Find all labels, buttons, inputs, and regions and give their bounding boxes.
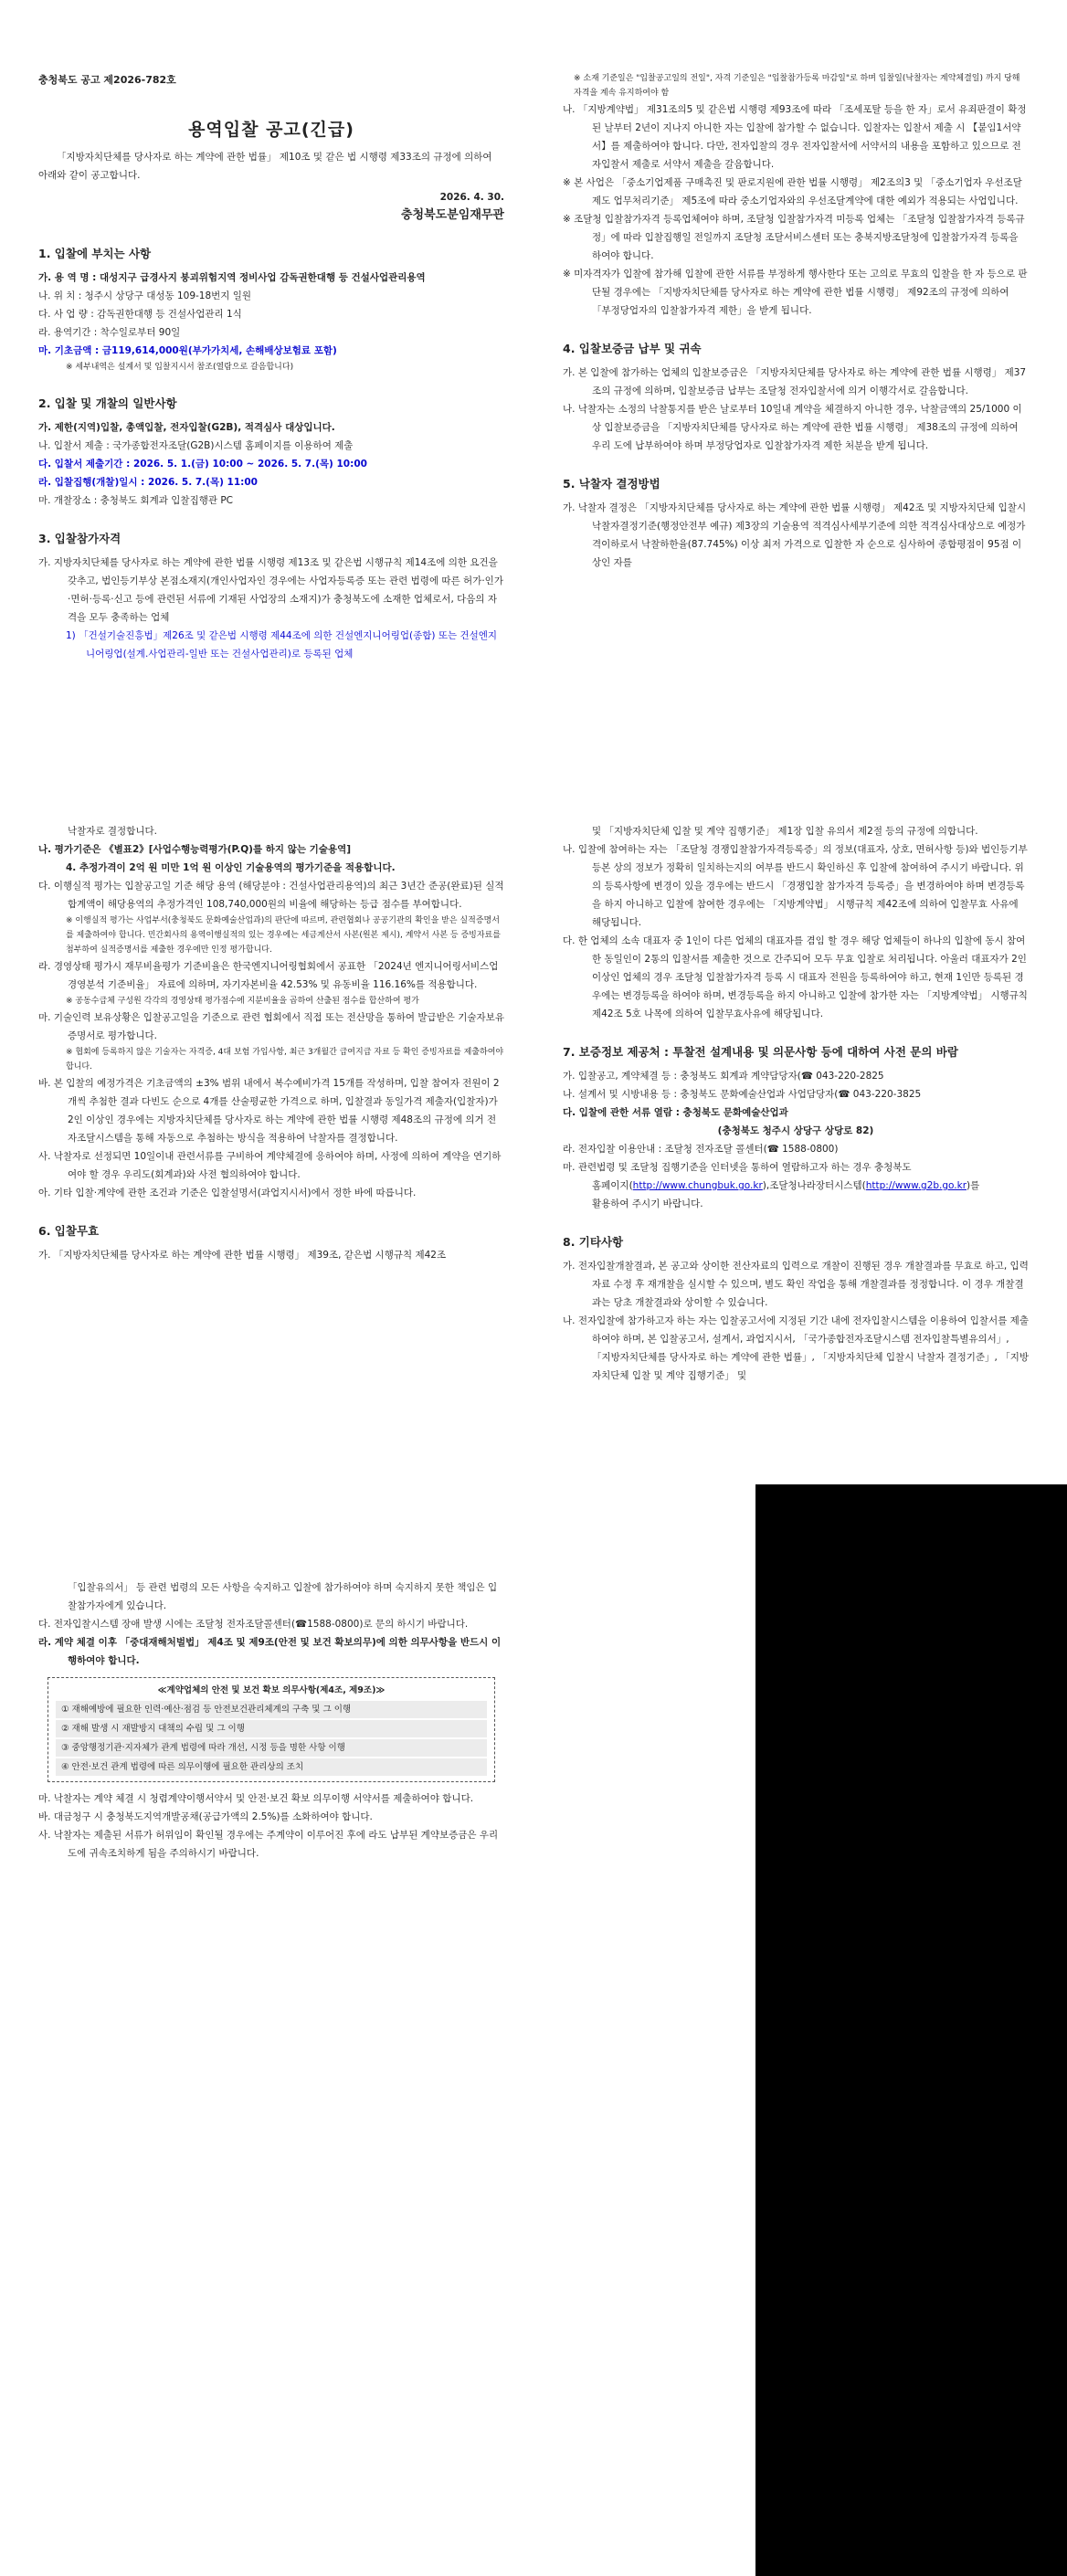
- s6-invalid-bid: 가. 「지방자치단체를 당사자로 하는 계약에 관한 법률 시행령」 제39조, 같은법 시행규칙 제42조: [38, 1250, 447, 1261]
- s5-financial: 라. 경영상태 평가시 재무비율평가 기준비율은 한국엔지니어링협회에서 공표한 「2024년 엔지니어링서비스업 경영분석 기준비율」 자료에 의하며, 자기자본비율 42.53% 및 유동비율 116.16%를 적용합니다.: [38, 961, 499, 990]
- s8-bond: 바. 대금청구 시 충청북도지역개발공채(공급가액의 2.5%)를 소화하여야 합니다.: [38, 1811, 373, 1822]
- page-title: 용역입찰 공고(긴급): [188, 120, 354, 140]
- s8-safety-duty: 라. 계약 체결 이후 「중대재해처벌법」 제4조 및 제9조(안전 및 보건 확보의무)에 의한 의무사항을 반드시 이행하여야 합니다.: [38, 1637, 502, 1666]
- s5-contract-deadline: 사. 낙찰자로 선정되면 10일이내 관련서류를 구비하여 계약체결에 응하여야 하며, 사정에 의하여 계약을 연기하여야 할 경우 우리도(회계과)와 사전 협의하여야 합니다.: [38, 1151, 502, 1180]
- s5-performance: 다. 이행실적 평가는 입찰공고일 기준 해당 용역 (해당분야 : 건설사업관리용역)의 최근 3년간 준공(완료)된 실적합계액이 해당용역의 추정가격인 108,740,000원의 비율에 해당하는 등급 점수를 부여합니다.: [38, 881, 504, 910]
- page2-left-column: [38, 822, 504, 1264]
- s2-opening-datetime: 라. 입찰집행(개찰)일시 : 2026. 5. 7.(목) 11:00: [38, 477, 258, 488]
- s5-decision-cont: 낙찰자로 결정합니다.: [68, 826, 157, 837]
- page1-right-column: [563, 71, 1029, 572]
- s7-document-view: 다. 입찰에 관한 서류 열람 : 충청북도 문화예술산업과: [563, 1107, 788, 1118]
- s2-bid-type: 가. 제한(지역)입찰, 총액입찰, 전자입찰(G2B), 적격심사 대상입니다.: [38, 422, 335, 433]
- notice-number: 충청북도 공고 제2026-782호: [38, 74, 176, 86]
- s5-technicians-note: ※ 협회에 등록하지 않은 기술자는 자격증, 4대 보험 가입사항, 최근 3개월간 급여지급 자료 등 확인 증빙자료를 제출하여야 합니다.: [66, 1048, 504, 1072]
- page3-left-column: [38, 1578, 504, 1863]
- intro-text: 「지방자치단체를 당사자로 하는 계약에 관한 법률」 제10조 및 같은 법 시행령 제33조의 규정에 의하여 아래와 같이 공고합니다.: [38, 152, 492, 181]
- black-redaction-block: [755, 1484, 1067, 1672]
- s3-registration-note: ※ 조달청 입찰참가자격 등록업체여야 하며, 조달청 입찰참가자격 미등록 업체는 「조달청 입찰참가자격 등록규정」에 따라 입찰집행일 전일까지 조달청 조달서비스센터 또는 충북지방조달청에 입찰참가자격 등록을 하여야 합니다.: [563, 214, 1025, 261]
- s2-opening-place: 마. 개찰장소 : 충청북도 회계과 입찰집행관 PC: [38, 495, 233, 506]
- s7-address: (충청북도 청주시 상당구 상당로 82): [717, 1125, 874, 1136]
- s5-other-conditions: 아. 기타 입찰·계약에 관한 조건과 기준은 입찰설명서(과업지시서)에서 정한 바에 따릅니다.: [38, 1188, 417, 1198]
- s8-bid-submission: 나. 전자입찰에 참가하고자 하는 자는 입찰공고서에 지정된 기간 내에 전자입찰시스템을 이용하여 입찰서를 제출하여야 하며, 본 입찰공고서, 설계서, 과업지시서, 「국가종합전자조달시스템 전자입찰특별유의서」, 「지방자치단체를 당사자로 하는 계약에 관한 법률」, 「지방자치단체 입찰시 낙찰자 결정기준」, 「지방자치단체 입찰 및 계약 집행기준」 및: [563, 1315, 1029, 1381]
- s7-e-bid-guide: 라. 전자입찰 이용안내 : 조달청 전자조달 콜센터(☎ 1588-0800): [563, 1144, 839, 1155]
- s2-submission: 나. 입찰서 제출 : 국가종합전자조달(G2B)시스템 홈페이지를 이용하여 제출: [38, 440, 354, 451]
- s8-bid-submission-cont: 「입찰유의서」 등 관련 법령의 모든 사항을 숙지하고 입찰에 참가하여야 하며 숙지하지 못한 책임은 입찰참가자에게 있습니다.: [68, 1582, 498, 1611]
- s5-estimated-price: 바. 본 입찰의 예정가격은 기초금액의 ±3% 범위 내에서 복수예비가격 15개를 작성하며, 입찰 참여자 전원이 2개씩 추첨한 결과 다빈도 순으로 4개를 산술평균한 가격으로 하며, 입찰결과 동일가격 제출자(입찰자)가 2인 이상인 경우에는 지방자치단체를 당사자로 하는 계약에 관한 법률 시행령 제48조의 규정에 의거 전자조달시스템을 통해 자동으로 추첨하는 방식을 적용하여 낙찰자를 결정합니다.: [38, 1078, 500, 1144]
- s3-sme-note: ※ 본 사업은 「중소기업제품 구매촉진 및 판로지원에 관한 법률 시행령」 제2조의3 및 「중소기업자 우선조달제도 업무처리기준」 제5조에 따라 중소기업자와의 우선조달계약에 대한 예외가 적용되는 사업입니다.: [563, 177, 1022, 206]
- s4-forfeit: 나. 낙찰자는 소정의 낙찰통지를 받은 날로부터 10일내 계약을 체결하지 아니한 경우, 낙찰금액의 25/1000 이상 입찰보증금을 「지방자치단체를 당사자로 하는 계약에 관한 법률 시행령」 제38조의 규정에 의하여 우리 도에 납부하여야 하며 부정당업자로 입찰참가자격 제한 처분을 받게 됩니다.: [563, 404, 1022, 451]
- safety-duty-item: ① 재해예방에 필요한 인력·예산·점검 등 안전보건관리체계의 구축 및 그 이행: [56, 1701, 487, 1718]
- section-3-title: 3. 입찰참가자격: [38, 532, 121, 545]
- s7-design-contact: 나. 설계서 및 시방내용 등 : 충청북도 문화예술산업과 사업담당자(☎ 043-220-3825: [563, 1089, 922, 1100]
- notice-date: 2026. 4. 30.: [439, 192, 504, 203]
- s8-pledge: 마. 낙찰자는 계약 체결 시 청렴계약이행서약서 및 안전·보건 확보 의무이행 서약서를 제출하여야 합니다.: [38, 1793, 474, 1804]
- s6-registration-match: 나. 입찰에 참여하는 자는 「조달청 경쟁입찰참가자격등록증」의 정보(대표자, 상호, 면허사항 등)와 법인등기부등본 상의 정보가 정확히 일치하는지의 여부를 반드시 확인하신 후 입찰에 참여하여 주시기 바랍니다. 위의 등록사항에 변경이 있을 경우에는 반드시 「경쟁입찰 참가자격 등록증」을 변경하여야 하며 변경등록을 하지 아니하고 입찰에 참여한 경우에는 「지방계약법」 시행규칙 제42조에 의하여 입찰무효 사유에 해당됩니다.: [563, 844, 1028, 928]
- section-5-title: 5. 낙찰자 결정방법: [563, 477, 660, 491]
- g2b-link[interactable]: http://www.g2b.go.kr: [865, 1180, 967, 1191]
- s6-invalid-bid-cont: 및 「지방자치단체 입찰 및 계약 집행기준」 제1장 입찰 유의서 제2절 등의 규정에 의합니다.: [592, 826, 978, 837]
- section-7-title: 7. 보증정보 제공처 : 투찰전 설계내용 및 의문사항 등에 대하여 사전 문의 바람: [563, 1045, 958, 1059]
- section-4-title: 4. 입찰보증금 납부 및 귀속: [563, 342, 702, 355]
- s1-volume: 다. 사 업 량 : 감독권한대행 등 건설사업관리 1식: [38, 309, 242, 320]
- s7-links-line: 홈페이지(http://www.chungbuk.go.kr),조달청나라장터시스템(http://www.g2b.go.kr)를: [592, 1180, 980, 1191]
- s1-period: 라. 용역기간 : 착수일로부터 90일: [38, 327, 181, 338]
- section-1-title: 1. 입찰에 부치는 사항: [38, 247, 152, 260]
- s1-service-name: 가. 용 역 명 : 대성지구 급경사지 붕괴위험지역 정비사업 감독권한대행 등 건설사업관리용역: [38, 272, 426, 283]
- page1-left-column: [38, 71, 504, 663]
- s5-performance-note: ※ 이행실적 평가는 사업부서(충청북도 문화예술산업과)의 판단에 따르며, 관련협회나 공공기관의 확인을 받은 실적증명서를 제출하여야 합니다. 민간회사의 용역이행실적의 있는 경우에는 세금계산서 사본(원본 제시), 계약서 사본 등 증빙자료를 첨부하여 실적증명서를 제출한 경우에만 인정 평가합니다.: [66, 916, 501, 955]
- s5-technicians: 마. 기술인력 보유상황은 입찰공고일을 기준으로 관련 협회에서 직접 또는 전산망을 통하여 발급받은 기술자보유증명서로 평가합니다.: [38, 1012, 504, 1041]
- s2-submission-period: 다. 입찰서 제출기간 : 2026. 5. 1.(금) 10:00 ~ 2026. 5. 7.(목) 10:00: [38, 459, 367, 470]
- s6-dual-representative: 다. 한 업체의 소속 대표자 중 1인이 다른 업체의 대표자를 겸임 할 경우 해당 업체들이 하나의 입찰에 동시 참여한 동일인이 2통의 입찰서를 제출한 것으로 간주되어 모두 무효 입찰로 처리됩니다. 아울러 대표자가 2인 이상인 업체의 경우 조달청 입찰참가자격 등록 시 대표자 전원을 등록하여야 하고, 현재 1인만 등록된 경우에는 변경등록을 하여야 하며, 변경등록을 하지 아니하고 입찰에 참가한 자는 「지방계약법」 시행규칙 제42조 5호 나목에 의하여 입찰무효사유에 해당됩니다.: [563, 935, 1028, 1019]
- safety-duty-item: ② 재해 발생 시 재발방지 대책의 수립 및 그 이행: [56, 1720, 487, 1737]
- safety-duties-title: ≪계약업체의 안전 및 보건 확보 의무사항(제4조, 제9조)≫: [56, 1682, 487, 1699]
- page2-right-column: [563, 822, 1029, 1385]
- chungbuk-homepage-link[interactable]: http://www.chungbuk.go.kr: [632, 1180, 763, 1191]
- s8-reopening: 가. 전자입찰개찰결과, 본 공고와 상이한 전산자료의 입력으로 개찰이 진행된 경우 개찰결과를 무효로 하고, 입력 자료 수정 후 재개찰을 실시할 수 있으며, 별도 확인 작업을 통해 개찰결과를 정정합니다. 이 경우 개찰결과는 당초 개찰결과와 상이할 수 있습니다.: [563, 1261, 1029, 1308]
- s1-location: 나. 위 치 : 청주시 상당구 대성동 109-18번지 일원: [38, 290, 252, 301]
- section-6-title: 6. 입찰무효: [38, 1224, 100, 1238]
- s3-base-date-note: ※ 소재 기준일은 "입찰공고일의 전일", 자격 기준일은 "입찰참가등록 마감일"로 하며 입찰일(낙찰자는 계약체결일) 까지 당해 자격을 계속 유지하여야 함: [574, 74, 1020, 98]
- s8-system-outage: 다. 전자입찰시스템 장애 발생 시에는 조달청 전자조달콜센터(☎1588-0800)로 문의 하시기 바랍니다.: [38, 1619, 469, 1630]
- s1-note: ※ 세부내역은 설계서 및 입찰지시서 참조(열람으로 갈음합니다): [66, 363, 294, 372]
- agency-name: 충청북도분임재무관: [400, 208, 504, 222]
- s8-false-docs: 사. 낙찰자는 제출된 서류가 허위임이 확인될 경우에는 주계약이 이루어진 후에 라도 납부된 계약보증금은 우리 도에 귀속조치하게 됨을 주의하시기 바랍니다.: [38, 1830, 499, 1859]
- s3-qualification: 가. 지방자치단체를 당사자로 하는 계약에 관한 법률 시행령 제13조 및 같은법 시행규칙 제14조에 의한 요건을 갖추고, 법인등기부상 본점소재지(개인사업자인 경우에는 사업자등록증 또는 관련 법령에 따른 허가·인가·면허·등록·신고 등에 관련된 서류에 기재된 사업장의 소재지)가 충청북도에 소재한 업체로서, 다음의 자격을 모두 충족하는 업체: [38, 557, 503, 623]
- s5-criteria: 나. 평가기준은 《별표2》[사업수행능력평가(P.Q)를 하지 않는 기술용역]: [38, 844, 352, 855]
- s5-criteria-detail: 4. 추정가격이 2억 원 미만 1억 원 이상인 기술용역의 평가기준을 적용합니다.: [66, 862, 396, 873]
- safety-duty-item: ④ 안전·보건 관계 법령에 따른 의무이행에 필요한 관리상의 조치: [56, 1758, 487, 1776]
- safety-duties-box: [48, 1677, 495, 1782]
- section-8-title: 8. 기타사항: [563, 1235, 624, 1249]
- safety-duty-item: ③ 중앙행정기관·지자체가 관계 법령에 따라 개선, 시정 등을 명한 사항 이행: [56, 1739, 487, 1757]
- black-redaction-block-lower: [755, 1672, 1067, 2576]
- s3-tax-evasion: 나. 「지방계약법」 제31조의5 및 같은법 시행령 제93조에 따라 「조세포탈 등을 한 자」로서 유죄판결이 확정된 날부터 2년이 지나지 아니한 자는 입찰에 참가할 수 없습니다. 입찰자는 입찰서 제출 시 【붙임1서약서】를 제출하여야 합니다. 다만, 전자입찰의 경우 전자입찰서에 서약서의 내용을 포함하고 있으므로 전자입찰서 제출로 서약서 제출을 갈음합니다.: [563, 104, 1027, 170]
- s1-base-amount: 마. 기초금액 : 금119,614,000원(부가가치세, 손해배상보험료 포함): [38, 345, 337, 356]
- s7-contract-contact: 가. 입찰공고, 계약체결 등 : 충청북도 회계과 계약담당자(☎ 043-220-2825: [563, 1071, 884, 1082]
- section-2-title: 2. 입찰 및 개찰의 일반사항: [38, 396, 177, 410]
- s7-laws-online: 마. 관련법령 및 조달청 집행기준을 인터넷을 통하여 열람하고자 하는 경우 충청북도: [563, 1162, 912, 1173]
- s4-deposit: 가. 본 입찰에 참가하는 업체의 입찰보증금은 「지방자치단체를 당사자로 하는 계약에 관한 법률 시행령」 제37조의 규정에 의하며, 입찰보증금 납부는 조달청 전자입찰서에 의거 이행각서로 갈음합니다.: [563, 367, 1027, 396]
- s3-penalty-note: ※ 미자격자가 입찰에 참가해 입찰에 관한 서류를 부정하게 행사한다 또는 고의로 무효의 입찰을 한 자 등으로 판단될 경우에는 「지방자치단체를 당사자로 하는 계약에 관한 법률 시행령」 제92조의 규정에 의하여 「부정당업자의 입찰참가자격 제한」을 받게 됩니다.: [563, 269, 1028, 316]
- s3-registration-req: 1) 「건설기술진흥법」제26조 및 같은법 시행령 제44조에 의한 건설엔지니어링업(종합) 또는 건설엔지니어링업(설계.사업관리-일반 또는 건설사업관리)로 등록된 업체: [66, 630, 498, 660]
- s7-links-end: 활용하여 주시기 바랍니다.: [592, 1198, 703, 1209]
- s5-decision-method: 가. 낙찰자 결정은 「지방자치단체를 당사자로 하는 계약에 관한 법률 시행령」 제42조 및 지방자치단체 입찰시 낙찰자결정기준(행정안전부 예규) 제3장의 기술용역 적격심사세부기준에 의한 적격심사대상으로 예정가격이하로서 낙찰하한율(87.745%) 이상 최저 가격으로 입찰한 자 순으로 심사하여 종합평점이 95점 이상인 자를: [563, 502, 1027, 568]
- s5-financial-note: ※ 공동수급체 구성원 각각의 경영상태 평가점수에 지분비율을 곱하여 산출된 점수를 합산하여 평가: [66, 997, 419, 1006]
